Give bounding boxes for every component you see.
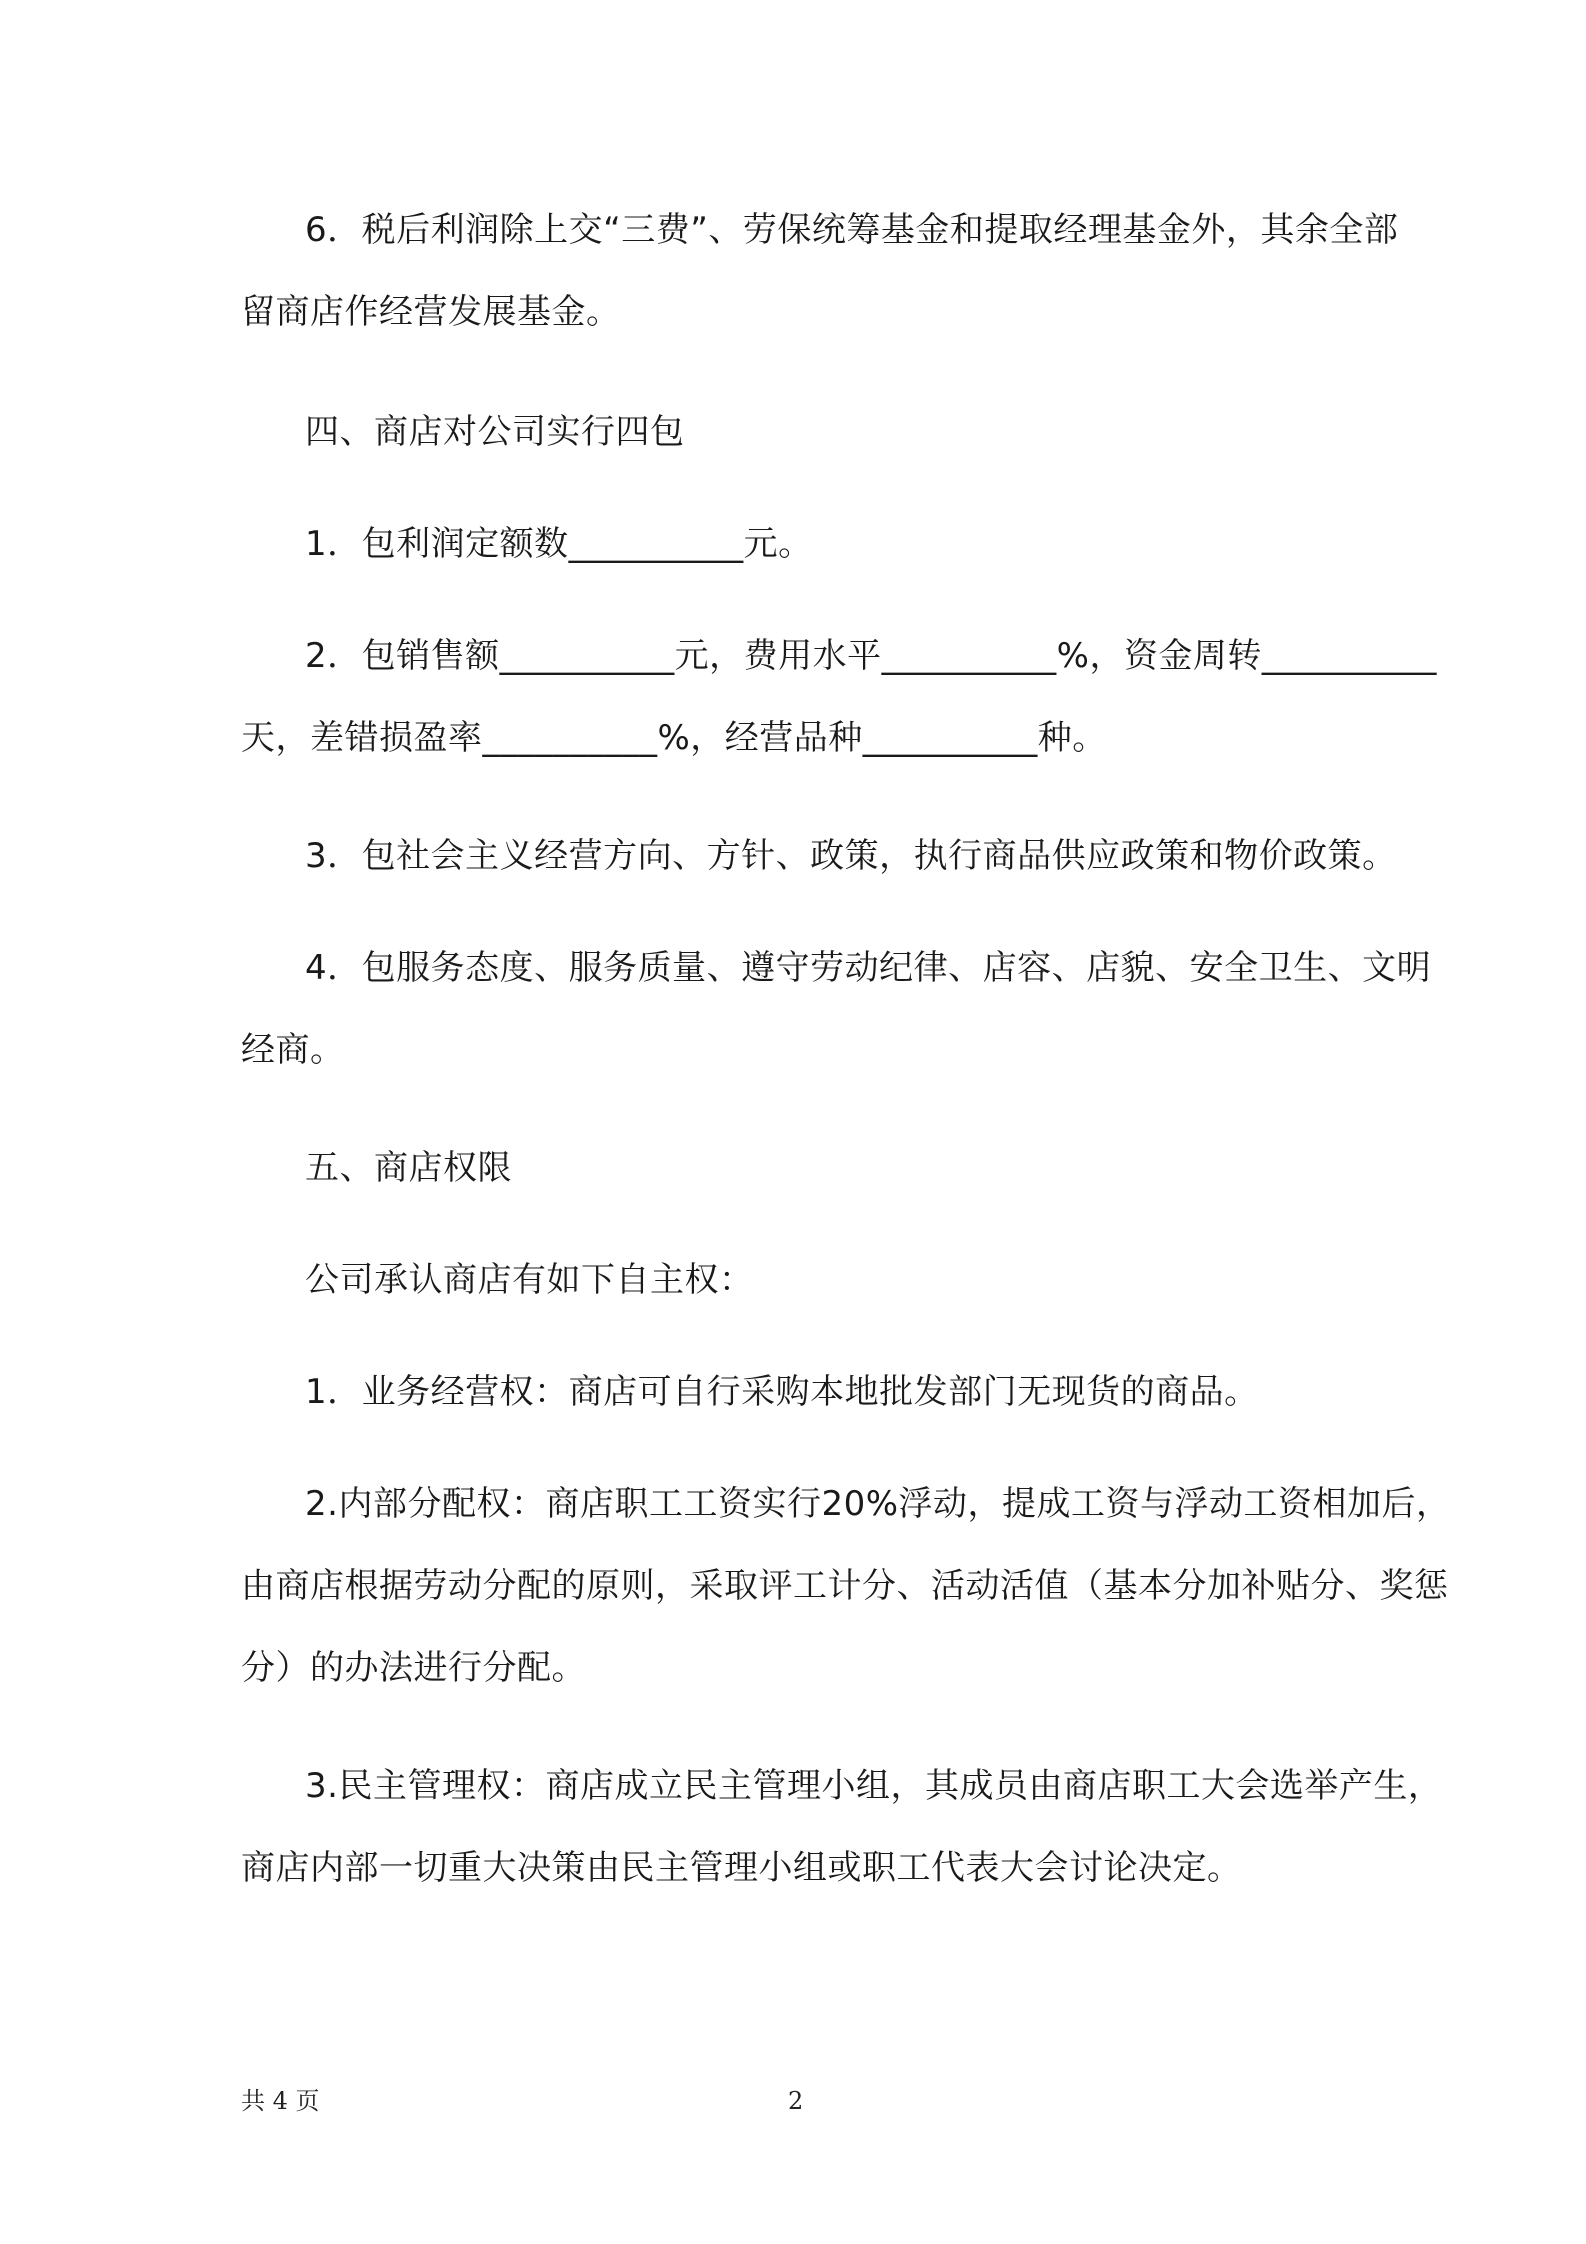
item-service-line-2: 经商。: [241, 1030, 345, 1070]
section-heading-four: 四、商店对公司实行四包: [305, 412, 685, 452]
right-distribution-line-3: 分）的办法进行分配。: [241, 1648, 586, 1688]
item-sales-line-1: 2．包销售额__________元，费用水平__________%，资金周转__________: [305, 636, 1437, 676]
right-business: 1．业务经营权：商店可自行采购本地批发部门无现货的商品。: [305, 1372, 1259, 1412]
footer-page-number: 2: [788, 2087, 804, 2115]
autonomy-intro: 公司承认商店有如下自主权：: [305, 1260, 754, 1300]
footer-total-pages: 共 4 页: [241, 2087, 320, 2115]
paragraph-6-line-2: 留商店作经营发展基金。: [241, 292, 621, 332]
item-sales-line-2: 天，差错损盈率__________%，经营品种__________种。: [241, 718, 1107, 758]
right-distribution-line-1: 2.内部分配权：商店职工工资实行20%浮动，提成工资与浮动工资相加后，: [305, 1484, 1451, 1524]
item-policy: 3．包社会主义经营方向、方针、政策，执行商品供应政策和物价政策。: [305, 836, 1397, 876]
section-heading-five: 五、商店权限: [305, 1148, 512, 1188]
item-profit-quota: 1．包利润定额数__________元。: [305, 524, 813, 564]
right-distribution-line-2: 由商店根据劳动分配的原则，采取评工计分、活动活值（基本分加补贴分、奖惩: [241, 1566, 1449, 1606]
item-service-line-1: 4．包服务态度、服务质量、遵守劳动纪律、店容、店貌、安全卫生、文明: [305, 948, 1432, 988]
right-management-line-1: 3.民主管理权：商店成立民主管理小组，其成员由商店职工大会选举产生，: [305, 1766, 1443, 1806]
paragraph-6-line-1: 6．税后利润除上交“三费”、劳保统筹基金和提取经理基金外，其余全部: [305, 210, 1399, 250]
right-management-line-2: 商店内部一切重大决策由民主管理小组或职工代表大会讨论决定。: [241, 1848, 1242, 1888]
